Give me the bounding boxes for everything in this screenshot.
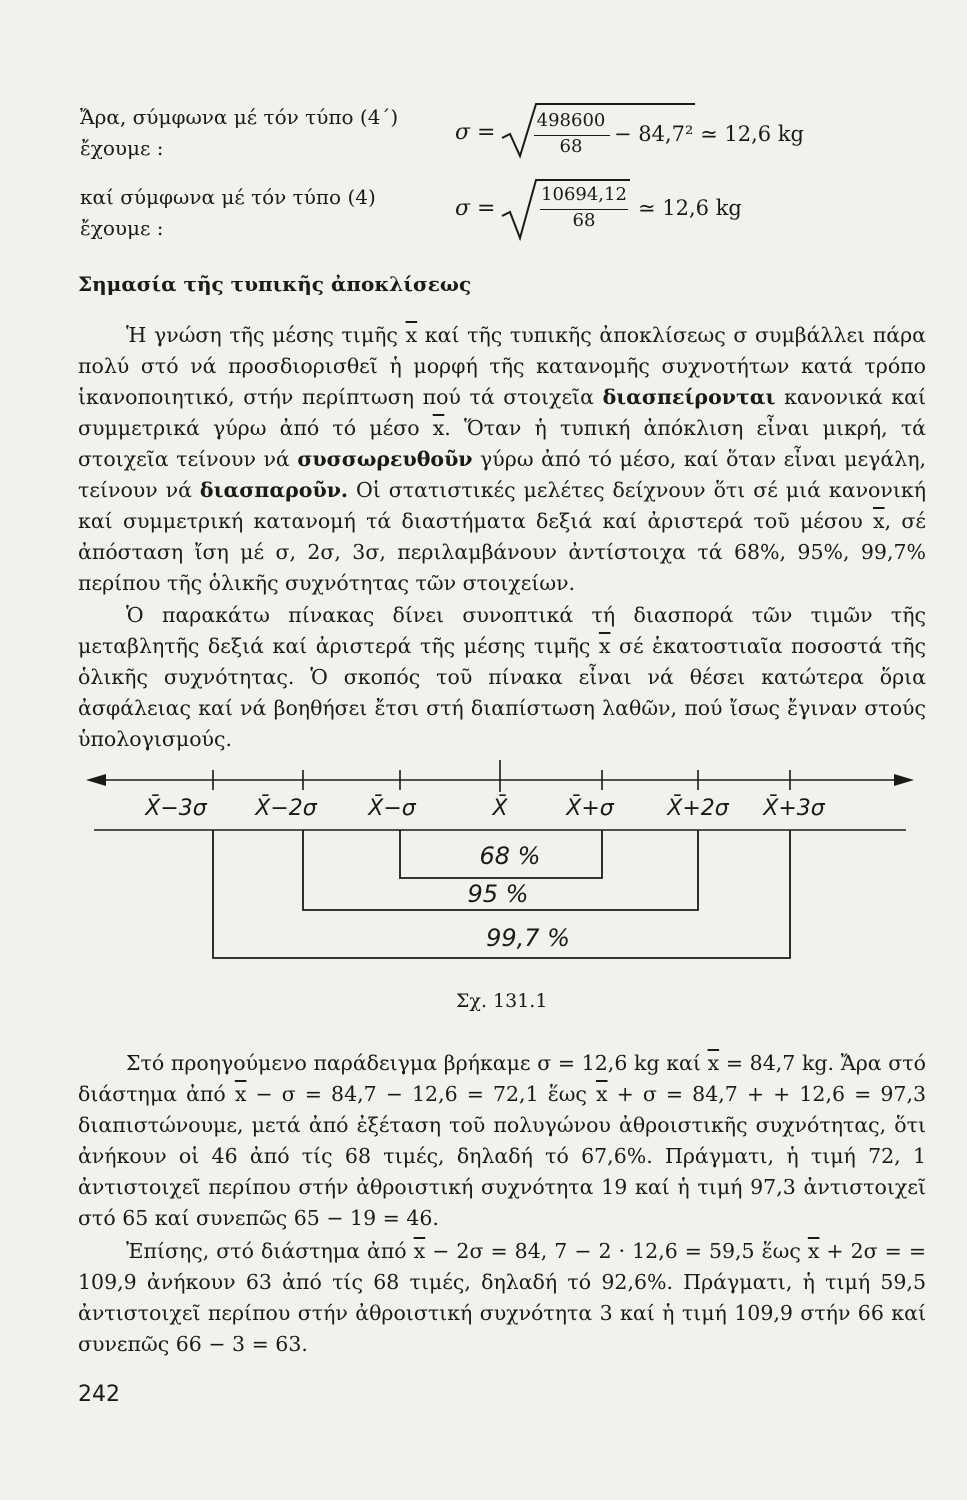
formula2-rest: ≃ 12,6 kg xyxy=(638,196,742,220)
formula2-intro-a: καί σύμφωνα μέ τόν τύπο (4) xyxy=(80,185,376,209)
paragraph-3 xyxy=(78,1048,926,1234)
p3-xbar-3: $\overline{x}$ xyxy=(595,1082,608,1106)
formula1-rest: − 84,7² ≃ 12,6 kg xyxy=(614,122,804,146)
formula2-intro-b: ἔχουμε : xyxy=(80,216,164,240)
formula2-intro xyxy=(80,182,376,244)
p4-xbar-2: $\overline{x}$ xyxy=(807,1239,820,1263)
axis-label-plus2s: X̄+2σ xyxy=(667,796,729,821)
p1-f: Οἱ στατιστικές μελέτες δείχνουν ὅτι σέ μιά κανονική καί συμμετρική κατανομή τά διαστήματα δεξιά καί ἀριστερά τοῦ μέσου xyxy=(78,478,926,533)
band-label-68: 68 % xyxy=(479,842,541,870)
p4-xbar: $\overline{x}$ xyxy=(413,1239,426,1263)
axis-arrow-right xyxy=(894,774,914,786)
p1-bold2: συσσωρευθοῦν xyxy=(297,447,473,471)
p1-g: , σέ ἀπόσταση ἴση μέ σ, 2σ, 3σ, περιλαμβάνουν ἀντίστοιχα τά 68%, 95%, 99,7% περίπου τῆς ὁλικῆς συχνότητας τῶν στοιχείων. xyxy=(78,509,926,595)
band-label-95: 95 % xyxy=(467,880,529,908)
p1-a: Ἡ γνώση τῆς μέσης τιμῆς xyxy=(126,323,406,347)
axis-label-minus3s: X̄−3σ xyxy=(145,796,207,821)
p3-xbar: $\overline{x}$ xyxy=(707,1051,720,1075)
p1-b: καί τῆς τυπικῆς ἀποκλίσεως σ συμβάλλει πάρα πολύ στό νά προσδιορισθεῖ ἡ μορφή τῆς κατανομῆς συχνοτήτων κατά τρόπο ἱκανοποιητικό, στήν περίπτωση πού τά στοιχεῖα xyxy=(78,323,926,409)
axis-labels xyxy=(144,795,826,821)
formula1-intro-a: Ἄρα, σύμφωνα μέ τόν τύπο (4΄) xyxy=(80,105,399,129)
p1-d: . Ὅταν ἡ τυπική ἀπόκλιση εἶναι μικρή, τά στοιχεῖα τείνουν νά xyxy=(78,416,926,471)
formula1-numerator: 498600 xyxy=(536,110,606,131)
p2-a: Ὁ παρακάτω πίνακας δίνει συνοπτικά τή διασπορά τῶν τιμῶν τῆς μεταβλητῆς δεξιά καί ἀριστερά τῆς μέσης τιμῆς xyxy=(78,603,926,658)
formula1-intro-b: ἔχουμε : xyxy=(80,136,164,160)
p1-bold3: διασπαροῦν. xyxy=(199,478,349,502)
axis-arrow-left xyxy=(86,774,106,786)
formula2-lhs: σ = xyxy=(455,196,496,221)
formula1-lhs: σ = xyxy=(455,120,496,145)
p3-xbar-2: $\overline{x}$ xyxy=(234,1082,247,1106)
axis-label-minus2s: X̄−2σ xyxy=(255,796,317,821)
sqrt-sign-2 xyxy=(500,172,640,242)
p1-xbar-3: $\overline{x}$ xyxy=(873,509,885,533)
p1-bold1: διασπείρονται xyxy=(602,385,776,409)
p4-b: − 2σ = 84, 7 − 2 · 12,6 = 59,5 ἕως xyxy=(425,1239,808,1263)
section-heading: Σημασία τῆς τυπικῆς ἀποκλίσεως xyxy=(78,272,472,296)
paragraph-2 xyxy=(78,600,926,755)
axis-label-minus1s: X̄−σ xyxy=(368,796,416,821)
p3-a: Στό προηγούμενο παράδειγμα βρήκαμε σ = 12,6 kg καί xyxy=(126,1051,708,1075)
page-number: 242 xyxy=(78,1382,120,1407)
paragraph-4 xyxy=(78,1236,926,1360)
formula1-intro xyxy=(80,102,398,164)
axis-label-plus1s: X̄+σ xyxy=(566,796,614,821)
formula1-denominator: 68 xyxy=(559,136,583,157)
formula2-denominator: 68 xyxy=(572,210,596,231)
p3-c: − σ = 84,7 − 12,6 = 72,1 ἕως xyxy=(246,1082,596,1106)
axis-ticks xyxy=(213,760,790,792)
figure-caption: Σχ. 131.1 xyxy=(456,990,548,1012)
axis-label-mean: X̄ xyxy=(492,796,508,821)
p1-xbar-2: $\overline{x}$ xyxy=(432,416,445,440)
dispersion-diagram xyxy=(80,760,920,990)
axis-label-plus3s: X̄+3σ xyxy=(763,796,825,821)
p4-c: + 2σ = = 109,9 ἀνήκουν 63 ἀπό τίς 68 τιμές, δηλαδή τό 92,6%. Πράγματι, ἡ τιμή 59,5 ἀντιστοιχεῖ περίπου στήν ἀθροιστική συχνότητα 3 καί ἡ τιμή 109,9 στήν 66 καί συνεπῶς 66 − 3 = 63. xyxy=(78,1239,927,1356)
p3-d: + σ = 84,7 + + 12,6 = 97,3 διαπιστώνουμε, μετά ἀπό ἐξέταση τοῦ πολυγώνου ἀθροιστικῆς συχνότητας, ὅτι ἀνήκουν οἱ 46 ἀπό τίς 68 τιμές, δηλαδή τό 67,6%. Πράγματι, ἡ τιμή 72, 1 ἀντιστοιχεῖ περίπου στήν ἀθροιστική συχνότητα 19 καί ἡ τιμή 97,3 ἀντιστοιχεῖ στό 65 καί συνεπῶς 65 − 19 = 46. xyxy=(78,1082,927,1230)
p2-xbar: $\overline{x}$ xyxy=(598,634,611,658)
p1-c: κανονικά καί συμμετρικά γύρω ἀπό τό μέσο xyxy=(78,385,926,440)
formula2-numerator: 10694,12 xyxy=(541,184,627,205)
band-label-99-7: 99,7 % xyxy=(486,924,570,952)
p3-b: = 84,7 kg. Ἄρα στό διάστημα ἀπό xyxy=(78,1051,926,1106)
p4-a: Ἐπίσης, στό διάστημα ἀπό xyxy=(126,1239,414,1263)
p1-e: γύρω ἀπό τό μέσο, καί ὅταν εἶναι μεγάλη, τείνουν νά xyxy=(78,447,926,502)
paragraph-1 xyxy=(78,320,926,599)
band-labels xyxy=(468,842,570,952)
p2-b: σέ ἑκατοστιαῖα ποσοστά τῆς ὁλικῆς συχνότητας. Ὁ σκοπός τοῦ πίνακα εἶναι νά θέσει κατώτερα ὅρια ἀσφάλειας καί νά βοηθήσει ἔτσι στή διαπίστωση λαθῶν, πού ἴσως ἔγιναν στούς ὑπολογισμούς. xyxy=(78,634,926,751)
p1-xbar: $\overline{x}$ xyxy=(405,323,418,347)
